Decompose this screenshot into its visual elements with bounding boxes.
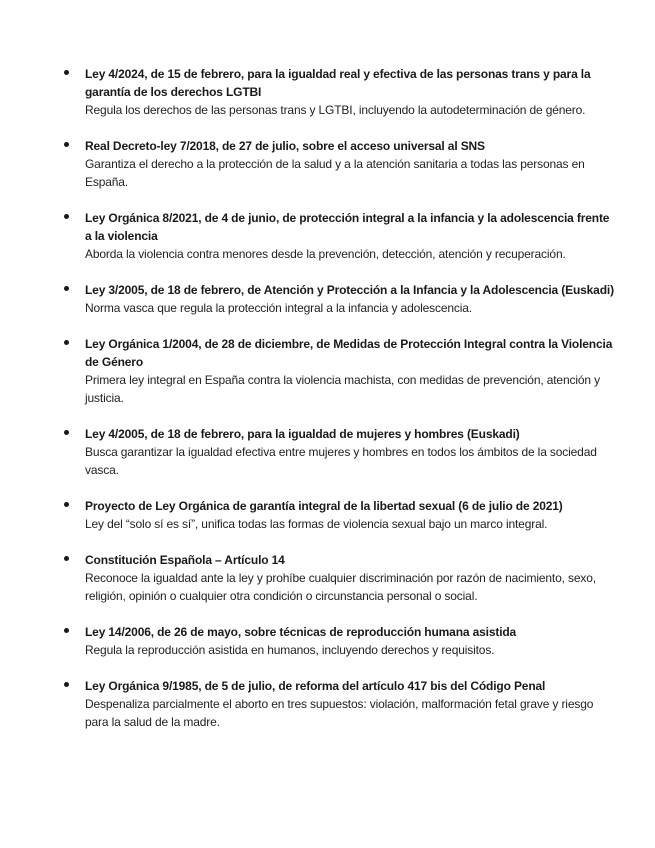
bullet-icon	[64, 214, 69, 219]
law-title: Ley 4/2005, de 18 de febrero, para la igualdad de mujeres y hombres (Euskadi)	[85, 427, 520, 441]
law-title: Constitución Española – Artículo 14	[85, 553, 285, 567]
list-item	[0, 677, 655, 731]
law-description: Garantiza el derecho a la protección de la salud y a la atención sanitaria a todas las personas en España.	[85, 157, 585, 189]
law-description: Primera ley integral en España contra la violencia machista, con medidas de prevención, atención y justicia.	[85, 373, 600, 405]
list-item	[0, 137, 655, 191]
law-title: Ley 4/2024, de 15 de febrero, para la igualdad real y efectiva de las personas trans y para la garantía de los derechos LGTBI	[85, 67, 591, 99]
bullet-icon	[64, 556, 69, 561]
bullet-icon	[64, 340, 69, 345]
law-title: Ley 3/2005, de 18 de febrero, de Atención y Protección a la Infancia y la Adolescencia (Euskadi)	[85, 283, 614, 297]
list-item	[0, 65, 655, 119]
bullet-icon	[64, 628, 69, 633]
law-title: Proyecto de Ley Orgánica de garantía integral de la libertad sexual (6 de julio de 2021)	[85, 499, 563, 513]
list-item	[0, 425, 655, 479]
list-item	[0, 281, 655, 317]
law-description: Regula los derechos de las personas trans y LGTBI, incluyendo la autodeterminación de género.	[85, 103, 586, 117]
list-item	[0, 551, 655, 605]
law-title: Ley Orgánica 1/2004, de 28 de diciembre, de Medidas de Protección Integral contra la Violencia de Género	[85, 337, 613, 369]
law-title: Ley 14/2006, de 26 de mayo, sobre técnicas de reproducción humana asistida	[85, 625, 517, 639]
list-item	[0, 497, 655, 533]
law-description: Regula la reproducción asistida en humanos, incluyendo derechos y requisitos.	[85, 643, 495, 657]
list-item	[0, 335, 655, 407]
list-item	[0, 209, 655, 263]
bullet-icon	[64, 286, 69, 291]
bullet-icon	[64, 70, 69, 75]
law-description: Busca garantizar la igualdad efectiva entre mujeres y hombres en todos los ámbitos de la sociedad vasca.	[85, 445, 597, 477]
law-description: Aborda la violencia contra menores desde la prevención, detección, atención y recuperación.	[85, 247, 566, 261]
law-title: Ley Orgánica 8/2021, de 4 de junio, de protección integral a la infancia y la adolescencia frente a la violencia	[85, 211, 610, 243]
bullet-icon	[64, 502, 69, 507]
law-description: Reconoce la igualdad ante la ley y prohíbe cualquier discriminación por razón de nacimiento, sexo, religión, opinión o cualquier otra condición o circunstancia personal o social.	[85, 571, 596, 603]
law-list	[0, 65, 655, 749]
law-description: Despenaliza parcialmente el aborto en tres supuestos: violación, malformación fetal grave y riesgo para la salud de la madre.	[85, 697, 594, 729]
law-description: Ley del “solo sí es sí”, unifica todas las formas de violencia sexual bajo un marco integral.	[85, 517, 548, 531]
bullet-icon	[64, 682, 69, 687]
list-item	[0, 623, 655, 659]
law-title: Ley Orgánica 9/1985, de 5 de julio, de reforma del artículo 417 bis del Código Penal	[85, 679, 546, 693]
law-title: Real Decreto-ley 7/2018, de 27 de julio, sobre el acceso universal al SNS	[85, 139, 485, 153]
law-description: Norma vasca que regula la protección integral a la infancia y adolescencia.	[85, 301, 472, 315]
bullet-icon	[64, 430, 69, 435]
bullet-icon	[64, 142, 69, 147]
